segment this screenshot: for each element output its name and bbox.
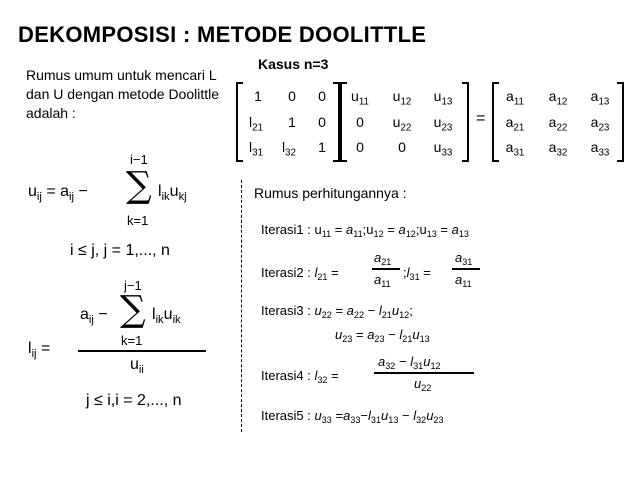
iterasi-label: Iterasi4 : [261, 368, 311, 383]
sigma-symbol: ∑ [120, 289, 146, 330]
matrix-l-cell: 1 [288, 114, 296, 130]
sum-lower-limit: k=1 [121, 333, 143, 348]
matrix-l-cell: 0 [318, 88, 326, 104]
fraction-numerator: $a_{31}$ [455, 250, 473, 268]
sum-lower-limit: k=1 [127, 213, 149, 228]
formula-l-numerator-a: $a_{ij}$ − [80, 306, 108, 326]
fraction-denominator: $u_{22}$ [414, 376, 432, 394]
iterasi-label: Iterasi2 : [261, 265, 311, 280]
section-divider [241, 180, 242, 432]
matrix-u-cell: 0 [356, 139, 364, 155]
equals-sign: = [476, 110, 486, 127]
matrix-l-cell: $l_{32}$ [281, 139, 297, 159]
iterasi-5: Iterasi5 : $u_{33} =a_{33}-l_{31}u_{13} - l_{32}u_{23}$ [261, 408, 444, 426]
matrix-u-cell: $u_{12}$ [392, 88, 412, 108]
matrix-l-cell: 0 [288, 88, 296, 104]
matrix-u-cell: $u_{13}$ [433, 88, 453, 108]
case-label: Kasus n=3 [258, 56, 329, 72]
fraction-bar [452, 268, 480, 270]
matrix-l-cell: 1 [254, 88, 262, 104]
matrix-a-cell: $a_{13}$ [590, 88, 610, 108]
matrix-a-cell: $a_{11}$ [506, 88, 524, 108]
fraction-numerator: $a_{21}$ [374, 250, 392, 268]
intro-text: Rumus umum untuk mencari L dan U dengan metode Doolittle adalah : [26, 67, 220, 121]
matrix-a-cell: $a_{33}$ [590, 139, 610, 159]
sum-upper-limit: i−1 [130, 152, 148, 167]
section-heading: Rumus perhitungannya : [254, 185, 407, 201]
matrix-a-cell: $a_{31}$ [505, 139, 525, 159]
matrix-l-cell: 1 [318, 139, 326, 155]
formula-u-condition: i ≤ j, j = 1,..., n [70, 242, 170, 259]
iterasi-label: Iterasi3 : [261, 303, 311, 318]
matrix-a-cell: $a_{21}$ [505, 114, 525, 134]
matrix-u-cell: $u_{22}$ [392, 114, 412, 134]
iterasi-3: Iterasi3 : $u_{22} = a_{22} - l_{21}u_{12}$; [261, 303, 413, 321]
sum-upper-limit: j−1 [124, 278, 142, 293]
page-title: DEKOMPOSISI : METODE DOOLITTLE [18, 22, 427, 47]
iterasi-label: Iterasi5 : [261, 408, 311, 423]
fraction-bar [372, 268, 400, 270]
formula-u-term: $l_{ik}u_{kj}$ [158, 183, 187, 203]
matrix-a-cell: $a_{23}$ [590, 114, 610, 134]
fraction-bar [374, 372, 474, 374]
matrix-u-right-bracket [462, 82, 469, 162]
matrix-u-cell: 0 [356, 114, 364, 130]
iterasi-1: Iterasi1 : $u_{11}$ = $a_{11};u_{12}$ = $a_{12};u_{13} = a_{13}$ [261, 222, 469, 240]
iterasi-3-line-2: $u_{23} = a_{23} - l_{21}u_{13}$ [335, 327, 430, 345]
formula-u-lhs: $u_{ij} = a_{ij}$ − [28, 183, 88, 203]
formula-l-term: $l_{ik}u_{ik}$ [152, 306, 181, 326]
fraction-numerator: $a_{32} - l_{31}u_{12}$ [378, 354, 441, 372]
matrix-a-left-bracket [492, 82, 499, 162]
matrix-l-cell: 0 [318, 114, 326, 130]
matrix-a-cell: $a_{12}$ [548, 88, 568, 108]
formula-l-denominator: $u_{ii}$ [130, 356, 144, 376]
matrix-l-cell: $l_{21}$ [248, 114, 264, 134]
fraction-denominator: $a_{11}$ [374, 272, 391, 290]
formula-l-lhs: $l_{ij}$ = [28, 340, 51, 360]
formula-l-condition: j ≤ i,i = 2,..., n [86, 392, 182, 409]
fraction-denominator: $a_{11}$ [455, 272, 472, 290]
matrix-u-cell: $u_{23}$ [433, 114, 453, 134]
matrix-a-right-bracket [617, 82, 624, 162]
sigma-symbol: ∑ [126, 165, 152, 206]
iterasi-label: Iterasi1 : [261, 222, 311, 237]
matrix-a-cell: $a_{22}$ [548, 114, 568, 134]
matrix-u-cell: 0 [398, 139, 406, 155]
fraction-bar [78, 350, 206, 352]
matrix-l-cell: $l_{31}$ [248, 139, 264, 159]
matrix-a-cell: $a_{32}$ [548, 139, 568, 159]
matrix-u-cell: $u_{33}$ [433, 139, 453, 159]
matrix-u-cell: $u_{11}$ [351, 88, 369, 108]
